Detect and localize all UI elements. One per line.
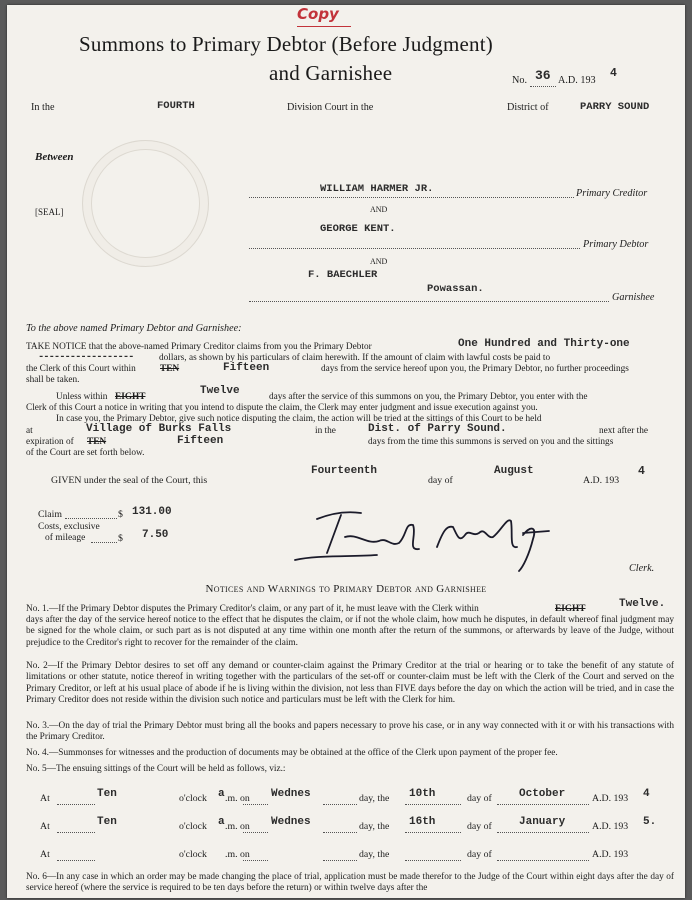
given-ad-label: A.D. 193 xyxy=(583,475,620,486)
sitting-ampm: a xyxy=(218,788,225,800)
debtor-role: Primary Debtor xyxy=(583,239,649,250)
sitting-mon: .m. on xyxy=(225,821,250,832)
given-label: GIVEN under the seal of the Court, this xyxy=(51,475,208,486)
sitting-fill-line xyxy=(497,804,589,805)
sitting-fill-line xyxy=(405,860,461,861)
notice-line-1e: shall be taken. xyxy=(26,375,80,385)
trial-place: Village of Burks Falls xyxy=(86,423,232,435)
in-the-label-2: in the xyxy=(315,426,336,436)
embossed-seal xyxy=(82,140,209,267)
sitting-ampm: a xyxy=(218,816,225,828)
sitting-mon: .m. on xyxy=(225,793,250,804)
amount-dashes: ------------------ xyxy=(38,351,134,363)
notice-line-3c: of the Court are set forth below. xyxy=(26,448,145,458)
fifteen-1: Fifteen xyxy=(223,362,270,374)
trial-district: Dist. of Parry Sound. xyxy=(368,423,507,435)
sitting-fill-line xyxy=(57,804,95,805)
creditor-role: Primary Creditor xyxy=(576,188,648,199)
sitting-fill-line xyxy=(405,832,461,833)
district-label: District of xyxy=(507,102,549,113)
document-page xyxy=(7,5,685,898)
sitting-dayof: day of xyxy=(467,821,492,832)
garnishee-name: F. BAECHLER xyxy=(308,269,378,281)
struck-ten-1: TEN xyxy=(160,364,180,374)
sitting-at: At xyxy=(40,821,50,832)
clerk-signature xyxy=(287,505,567,575)
sitting-dayname: Wednes xyxy=(271,816,311,828)
sitting-fill-line xyxy=(497,860,589,861)
sitting-dayof: day of xyxy=(467,793,492,804)
warning-1-twelve: Twelve. xyxy=(619,598,666,610)
claim-label: Claim xyxy=(38,509,62,520)
warning-4: No. 4.—Summonses for witnesses and the production of documents may be obtained at the office of the Clerk upon payment of the proper fee. xyxy=(26,748,558,758)
and-label-1: AND xyxy=(370,205,388,214)
sitting-fill-line xyxy=(57,860,95,861)
and-label-2: AND xyxy=(370,257,388,266)
sitting-daythe: day, the xyxy=(359,849,390,860)
sitting-mon: .m. on xyxy=(225,849,250,860)
sitting-ad: A.D. 193 xyxy=(592,821,629,832)
sitting-fill-line xyxy=(243,804,268,805)
sitting-hour: Ten xyxy=(97,788,117,800)
sitting-fill-line xyxy=(57,832,95,833)
sitting-fill-line xyxy=(323,860,357,861)
claim-value: 131.00 xyxy=(132,506,172,518)
costs-dollar: $ xyxy=(118,533,123,544)
title-line-1: Summons to Primary Debtor (Before Judgment) xyxy=(79,32,493,56)
struck-eight-1: EIGHT xyxy=(115,392,146,402)
notice-line-2a: Unless within xyxy=(56,392,108,402)
fifteen-2: Fifteen xyxy=(177,435,224,447)
sitting-month: October xyxy=(519,788,566,800)
sitting-ad: A.D. 193 xyxy=(592,793,629,804)
division-value: FOURTH xyxy=(157,100,195,112)
sitting-oclock: o'clock xyxy=(179,821,207,832)
warning-3: No. 3.—On the day of trial the Primary Debtor must bring all the books and papers necessary to prove his case, or in any way connected with it or with his transactions with the Primary Creditor. xyxy=(26,721,674,743)
struck-ten-2: TEN xyxy=(87,437,107,447)
given-month: August xyxy=(494,465,534,477)
notice-line-3a: In case you, the Primary Debtor, give such notice disputing the claim, the action will be tried at the sittings of this Court to be held xyxy=(56,414,542,424)
ad-value-top: 4 xyxy=(610,67,617,80)
sitting-at: At xyxy=(40,849,50,860)
sitting-at: At xyxy=(40,793,50,804)
copy-stamp: Copy xyxy=(297,5,339,23)
sitting-fill-line xyxy=(243,860,268,861)
clerk-label: Clerk. xyxy=(629,563,655,574)
to-above-label: To the above named Primary Debtor and Garnishee: xyxy=(26,323,242,334)
sitting-date: 10th xyxy=(409,788,436,800)
copy-underline xyxy=(297,26,351,27)
district-value: PARRY SOUND xyxy=(580,101,650,113)
sitting-fill-line xyxy=(323,804,357,805)
warning-5: No. 5—The ensuing sittings of the Court will be held as follows, viz.: xyxy=(26,764,286,774)
sitting-date: 16th xyxy=(409,816,436,828)
notice-line-1b: dollars, as shown by his particulars of claim herewith. If the amount of claim with lawful costs be paid to xyxy=(159,353,551,363)
debtor-name: GEORGE KENT. xyxy=(320,223,396,235)
sitting-ad: A.D. 193 xyxy=(592,849,629,860)
costs-value: 7.50 xyxy=(142,529,169,541)
notice-line-1d: days from the service hereof upon you, the Primary Debtor, no further proceedings xyxy=(321,364,629,374)
notice-line-1a: TAKE NOTICE that the above-named Primary Creditor claims from you the Primary Debtor xyxy=(26,342,372,352)
at-label: at xyxy=(26,426,33,436)
garnishee-role: Garnishee xyxy=(612,292,655,303)
given-day: Fourteenth xyxy=(311,465,378,477)
sitting-hour: Ten xyxy=(97,816,117,828)
sitting-year: 5. xyxy=(643,816,657,828)
title-line-2: and Garnishee xyxy=(269,61,393,85)
sitting-fill-line xyxy=(497,832,589,833)
sitting-dayof: day of xyxy=(467,849,492,860)
warning-6: No. 6—In any case in which an order may be made changing the place of trial, application must be made therefor to the Judge of the Court within eight days after the day of service hereof (where the service is required to be ten days before the return) or within twelve days after the xyxy=(26,872,674,894)
sitting-fill-line xyxy=(405,804,461,805)
seal-label: [SEAL] xyxy=(35,207,64,217)
between-label: Between xyxy=(35,151,74,163)
warning-1-line-1: No. 1.—If the Primary Debtor disputes the Primary Creditor's claim, or any part of it, he must leave with the Clerk within xyxy=(26,604,479,614)
sitting-daythe: day, the xyxy=(359,821,390,832)
amount-words: One Hundred and Thirty-one xyxy=(458,338,630,350)
costs-label-2: of mileage xyxy=(45,533,86,543)
sitting-dayname: Wednes xyxy=(271,788,311,800)
number-value: 36 xyxy=(535,68,551,83)
warnings-heading: Notices and Warnings to Primary Debtor and Garnishee xyxy=(205,583,487,595)
warning-1-body: days after the day of the service hereof notice to the effect that he disputes the claim, or if not the whole claim, how much he disputes, in default whereof final judgment may be signed for the whole claim, or such part as is not disputed at any time within one month after the return of the summons, or afterwards by leave of the Judge, without prejudice to the Creditor's right to recover for the remainder of the claim. xyxy=(26,615,674,648)
next-after-label: next after the xyxy=(599,426,649,436)
sitting-fill-line xyxy=(243,832,268,833)
claim-dollar: $ xyxy=(118,509,123,520)
division-label: Division Court in the xyxy=(287,102,374,113)
sitting-oclock: o'clock xyxy=(179,793,207,804)
number-label: No. xyxy=(512,75,527,86)
warning-2: No. 2—If the Primary Debtor desires to set off any demand or counter-claim against the Primary Creditor at the trial or hearing or to take the benefit of any statute of limitations or other statute, notice thereof in writing together with the particulars of the set-off or counter-claim must be left with the Clerk of the Court and served on the Primary Creditor, or left at his usual place of abode if he is living within the division, not less than FIVE days before the day on which the action will be tried, and in case the Primary Creditor does not reside within the division such notice and particulars must be left with the Clerk for him. xyxy=(26,661,674,706)
twelve-1: Twelve xyxy=(200,385,240,397)
garnishee-place: Powassan. xyxy=(427,283,484,295)
sitting-month: January xyxy=(519,816,566,828)
given-day-of: day of xyxy=(428,475,453,486)
given-ad-value: 4 xyxy=(638,465,645,478)
sitting-oclock: o'clock xyxy=(179,849,207,860)
creditor-name: WILLIAM HARMER JR. xyxy=(320,183,434,195)
in-the-label: In the xyxy=(31,102,55,113)
warning-1-struck: EIGHT xyxy=(555,604,586,614)
sitting-fill-line xyxy=(323,832,357,833)
notice-line-2c: Clerk of this Court a notice in writing that you intend to dispute the claim, the Clerk may enter judgment and issue execution against you. xyxy=(26,403,538,413)
expiration-label: expiration of xyxy=(26,437,74,447)
notice-line-2b: days after the service of this summons on you, the Primary Debtor, you enter with the xyxy=(269,392,588,402)
notice-line-3b: days from the time this summons is served on you and the sittings xyxy=(368,437,614,447)
sitting-year: 4 xyxy=(643,788,650,800)
notice-line-1c: the Clerk of this Court within xyxy=(26,364,136,374)
sitting-daythe: day, the xyxy=(359,793,390,804)
costs-label-1: Costs, exclusive xyxy=(38,522,100,532)
ad-label-top: A.D. 193 xyxy=(558,75,596,86)
